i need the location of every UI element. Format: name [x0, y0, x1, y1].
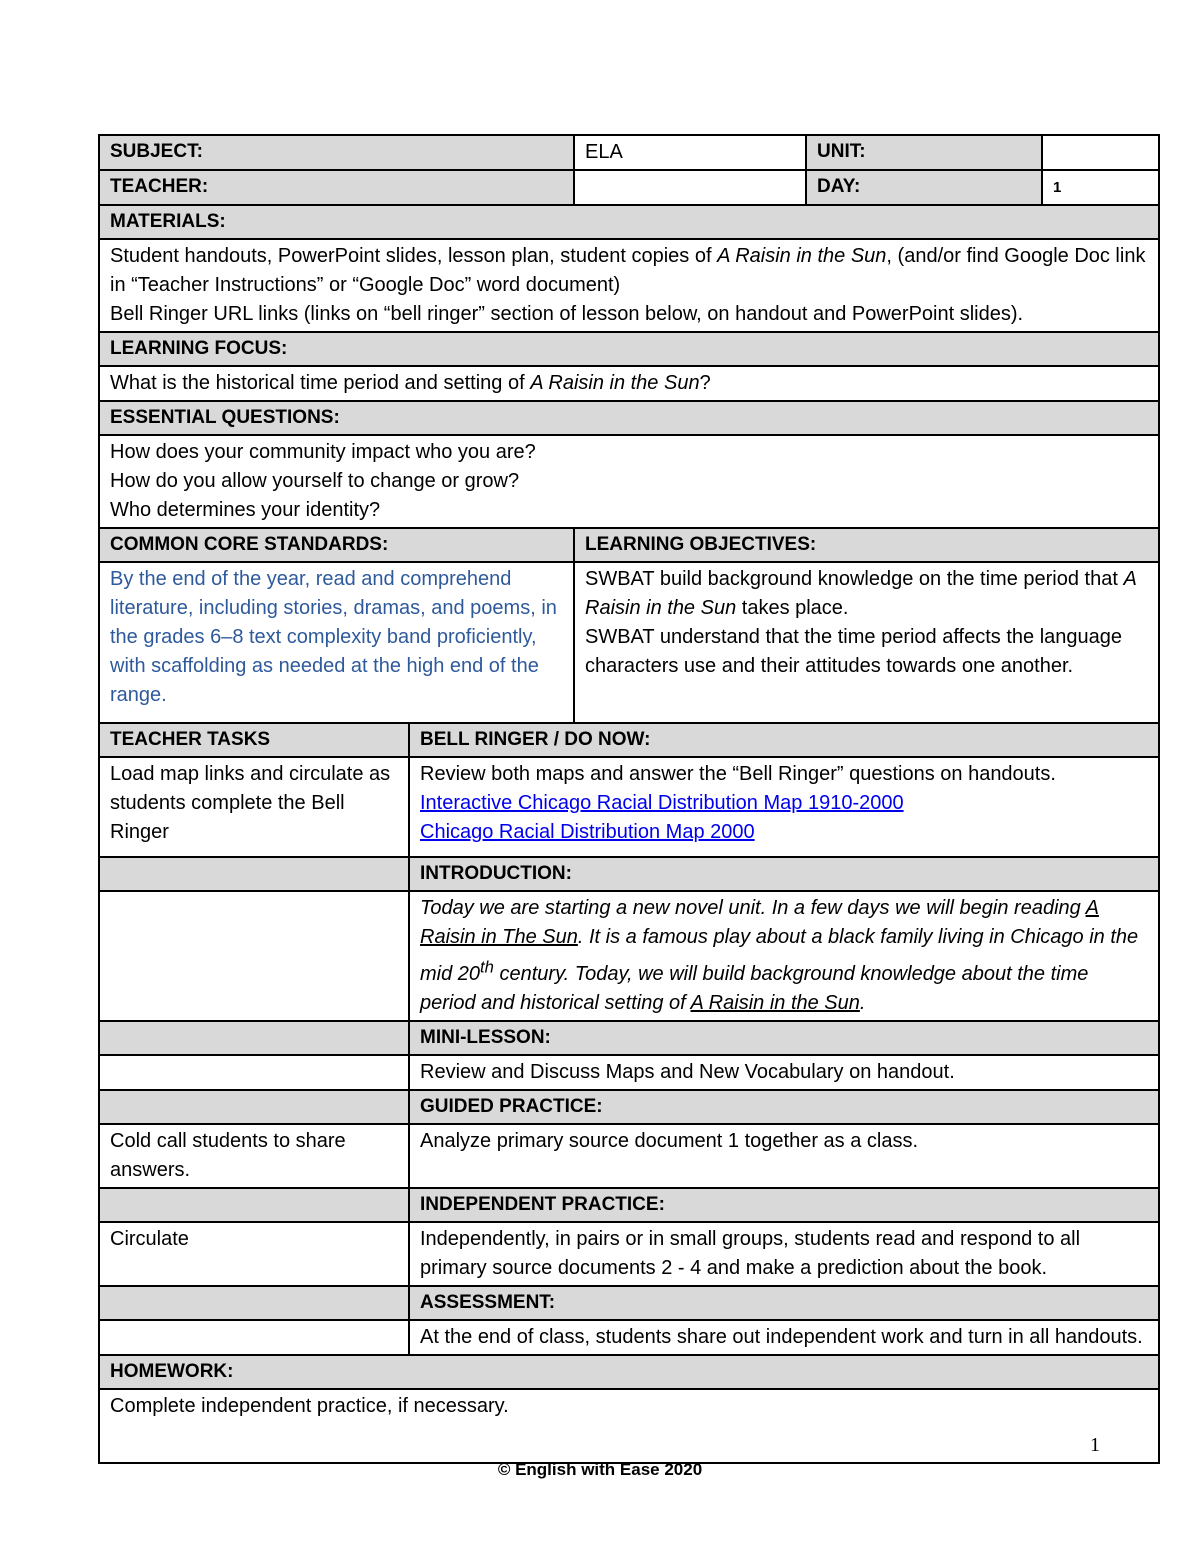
- essential-question: How does your community impact who you are?: [110, 441, 536, 463]
- introduction-label: INTRODUCTION:: [409, 857, 1159, 891]
- mini-lesson-task: [99, 1055, 409, 1090]
- homework-text: Complete independent practice, if necessary.: [99, 1389, 1159, 1463]
- bell-ringer-label: BELL RINGER / DO NOW:: [409, 723, 1159, 757]
- mini-lesson-label: MINI-LESSON:: [409, 1021, 1159, 1055]
- subject-value: ELA: [574, 135, 806, 170]
- essential-question: How do you allow yourself to change or grow?: [110, 470, 520, 492]
- introduction-task: [99, 891, 409, 1021]
- bell-ringer-text: Review both maps and answer the “Bell Ringer” questions on handouts. Interactive Chicago Racial Distribution Map 1910-2000 Chicago Racial Distribution Map 2000: [409, 757, 1159, 857]
- materials-text: Student handouts, PowerPoint slides, lesson plan, student copies of A Raisin in the Sun, (and/or find Google Doc link in “Teacher Instructions” or “Google Doc” word document) Bell Ringer URL links (links on “bell ringer” section of lesson below, on handout and PowerPoint slides).: [99, 239, 1159, 332]
- essential-questions-list: [99, 435, 1159, 528]
- guided-practice-text: Analyze primary source document 1 together as a class.: [409, 1124, 1159, 1188]
- assessment-task-header: [99, 1286, 409, 1320]
- day-label: DAY:: [806, 170, 1042, 205]
- independent-practice-task-header: [99, 1188, 409, 1222]
- bell-ringer-task: Load map links and circulate as students complete the Bell Ringer: [99, 757, 409, 857]
- objectives-label: LEARNING OBJECTIVES:: [574, 528, 1159, 562]
- independent-practice-text: Independently, in pairs or in small groups, students read and respond to all primary source documents 2 - 4 and make a prediction about the book.: [409, 1222, 1159, 1286]
- learning-focus-text: What is the historical time period and setting of A Raisin in the Sun?: [99, 366, 1159, 401]
- materials-line-2: Bell Ringer URL links (links on “bell ringer” section of lesson below, on handout and PowerPoint slides).: [110, 303, 1024, 325]
- guided-practice-task: Cold call students to share answers.: [99, 1124, 409, 1188]
- lesson-plan-table: [98, 134, 1160, 1464]
- essential-question: Who determines your identity?: [110, 499, 381, 521]
- teacher-label: TEACHER:: [99, 170, 574, 205]
- objective-2: SWBAT understand that the time period affects the language characters use and their attitudes towards one another.: [585, 626, 1123, 677]
- map-link-interactive[interactable]: Interactive Chicago Racial Distribution Map 1910-2000: [420, 792, 904, 814]
- map-link-2000[interactable]: Chicago Racial Distribution Map 2000: [420, 821, 755, 843]
- independent-practice-task: Circulate: [99, 1222, 409, 1286]
- teacher-value: [574, 170, 806, 205]
- subject-label: SUBJECT:: [99, 135, 574, 170]
- guided-practice-label: GUIDED PRACTICE:: [409, 1090, 1159, 1124]
- materials-label: MATERIALS:: [99, 205, 1159, 239]
- introduction-text: Today we are starting a new novel unit. In a few days we will begin reading A Raisin in The Sun. It is a famous play about a black family living in Chicago in the mid 20th century. Today, we will build background knowledge about the time period and historical setting of A Raisin in the Sun.: [409, 891, 1159, 1021]
- learning-focus-label: LEARNING FOCUS:: [99, 332, 1159, 366]
- essential-questions-label: ESSENTIAL QUESTIONS:: [99, 401, 1159, 435]
- objectives-text: SWBAT build background knowledge on the time period that A Raisin in the Sun takes place. SWBAT understand that the time period affects the language characters use and their attitudes towards one another.: [574, 562, 1159, 723]
- assessment-label: ASSESSMENT:: [409, 1286, 1159, 1320]
- unit-value: [1042, 135, 1159, 170]
- standards-text: By the end of the year, read and comprehend literature, including stories, dramas, and poems, in the grades 6–8 text complexity band proficiently, with scaffolding as needed at the high end of the range.: [99, 562, 574, 723]
- introduction-task-header: [99, 857, 409, 891]
- guided-practice-task-header: [99, 1090, 409, 1124]
- assessment-text: At the end of class, students share out independent work and turn in all handouts.: [409, 1320, 1159, 1355]
- page-number: 1: [1090, 1434, 1100, 1456]
- mini-lesson-task-header: [99, 1021, 409, 1055]
- independent-practice-label: INDEPENDENT PRACTICE:: [409, 1188, 1159, 1222]
- mini-lesson-text: Review and Discuss Maps and New Vocabulary on handout.: [409, 1055, 1159, 1090]
- teacher-tasks-label: TEACHER TASKS: [99, 723, 409, 757]
- homework-label: HOMEWORK:: [99, 1355, 1159, 1389]
- unit-label: UNIT:: [806, 135, 1042, 170]
- lesson-plan: [98, 134, 1158, 1464]
- assessment-task: [99, 1320, 409, 1355]
- day-value: 1: [1042, 170, 1159, 205]
- standards-label: COMMON CORE STANDARDS:: [99, 528, 574, 562]
- copyright-footer: © English with Ease 2020: [497, 1460, 703, 1479]
